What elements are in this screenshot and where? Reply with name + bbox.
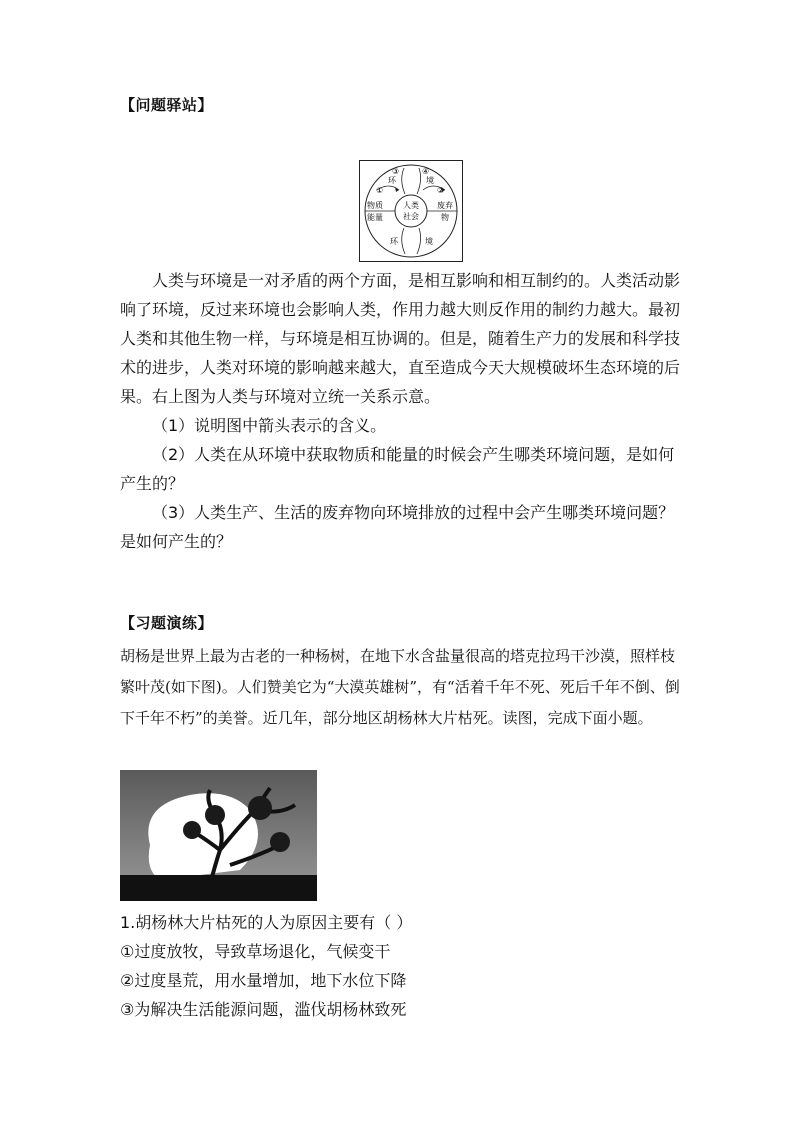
label-num-4: ④ xyxy=(422,167,430,176)
question-2: （2）人类在从环境中获取物质和能量的时候会产生哪类环境问题，是如何产生的？ xyxy=(120,445,675,493)
label-waste-2: 物 xyxy=(441,213,449,222)
label-num-2: ② xyxy=(437,186,445,195)
label-society: 社会 xyxy=(403,212,419,221)
intro-paragraph: 人类与环境是一对矛盾的两个方面，是相互影响和相互制约的。人类活动影响了环境，反过来环境也会影响人类，作用力越大则反作用的制约力越大。最初人类和其他生物一样，与环境是相互协调的。但是，随着生产力的发展和科学技术的进步，人类对环境的影响越来越大，直至造成今天大规模破坏生态环境的后果。右上图为人类与环境对立统一关系示意。 xyxy=(120,271,681,406)
label-env-top-right: 境 xyxy=(426,176,434,185)
label-env-top-left: 环 xyxy=(388,176,396,185)
section-heading-practice: 【习题演练】 xyxy=(120,614,214,632)
section-heading-problem-station: 【问题驿站】 xyxy=(120,96,214,114)
human-environment-diagram xyxy=(359,160,463,262)
practice-text: 胡杨是世界上最为古老的一种杨树，在地下水含盐量很高的塔克拉玛干沙漠，照样枝繁叶茂(如下图)。人们赞美它为“大漠英雄树”，有“活着千年不死、死后千年不倒、倒下千年不朽”的美誉。近几年，部分地区胡杨林大片枯死。读图，完成下面小题。 xyxy=(120,647,680,727)
label-num-3: ③ xyxy=(392,167,400,176)
quiz-option-3: ③为解决生活能源问题，滥伐胡杨林致死 xyxy=(120,1000,407,1019)
label-material: 物质 xyxy=(367,201,383,210)
question-1: （1）说明图中箭头表示的含义。 xyxy=(152,416,387,435)
label-env-bottom-left: 环 xyxy=(390,237,398,246)
label-num-1: ① xyxy=(376,186,384,195)
label-env-bottom-right: 境 xyxy=(425,237,433,246)
populus-euphratica-photo xyxy=(120,770,317,901)
intro-block xyxy=(120,266,680,556)
quiz-option-1: ①过度放牧，导致草场退化，气候变干 xyxy=(120,942,391,961)
label-human: 人类 xyxy=(403,201,419,210)
quiz-option-2: ②过度垦荒，用水量增加，地下水位下降 xyxy=(120,971,407,990)
practice-paragraph xyxy=(120,641,680,734)
quiz-question: 1.胡杨林大片枯死的人为原因主要有（ ） xyxy=(120,913,413,932)
question-3: （3）人类生产、生活的废弃物向环境排放的过程中会产生哪类环境问题？是如何产生的？ xyxy=(120,503,675,551)
label-waste-1: 废弃 xyxy=(437,201,453,210)
label-energy: 能量 xyxy=(367,213,383,222)
quiz-block xyxy=(120,908,680,1024)
